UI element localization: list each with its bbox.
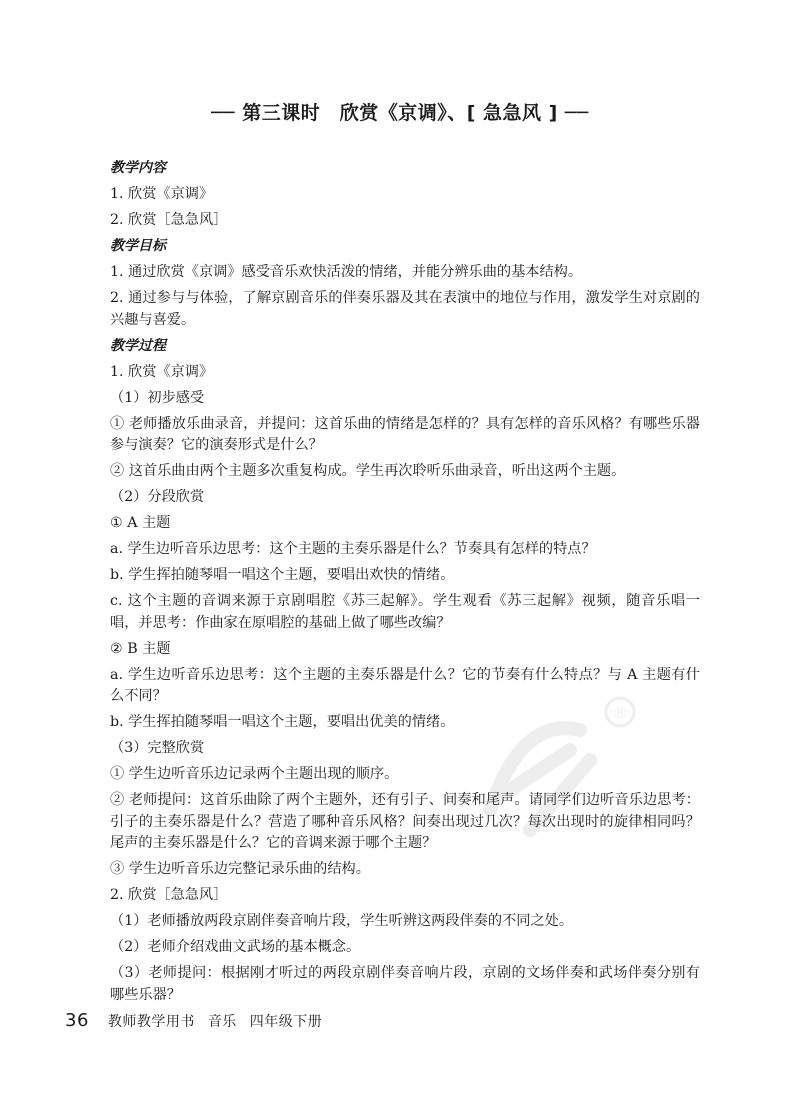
- page-footer: [65, 1010, 330, 1031]
- text-line: （3）完整欣赏: [110, 740, 205, 756]
- text-line: 1. 欣赏《京调》: [110, 363, 214, 380]
- paragraph: （3）老师提问：根据刚才听过的两段京剧伴奏音响片段，京剧的文场伴奏和武场伴奏分别有哪些乐器？: [110, 965, 700, 1003]
- paragraph: a. 学生边听音乐边思考：这个主题的主奏乐器是什么？它的节奏有什么特点？与 A 主题有什么不同？: [110, 666, 700, 704]
- paragraph: ② 老师提问：这首乐曲除了两个主题外，还有引子、间奏和尾声。请同学们边听音乐边思考：引子的主奏乐器是什么？营造了哪种音乐风格？间奏出现过几次？每次出现时的旋律相同吗？尾声的主奏乐器是什么？它的音调来源于哪个主题？: [110, 792, 700, 851]
- text-line: 1. 通过欣赏《京调》感受音乐欢快活泼的情绪，并能分辨乐曲的基本结构。: [110, 264, 583, 280]
- section-heading: 教学目标: [110, 238, 166, 254]
- text-line: ② B 主题: [110, 640, 171, 657]
- book-subject: 音乐: [207, 1014, 237, 1030]
- book-title: 教师教学用书: [107, 1014, 195, 1030]
- lesson-title: ── 第三课时 欣赏《京调》、[ 急急风 ] ──: [211, 102, 589, 124]
- registered-mark: ®: [612, 703, 628, 722]
- text-line: （1）初步感受: [110, 389, 205, 406]
- book-grade: 四年级下册: [249, 1014, 323, 1030]
- text-line: a. 学生边听音乐边思考：这个主题的主奏乐器是什么？节奏具有怎样的特点？: [110, 541, 596, 557]
- paragraph: 2. 通过参与与体验，了解京剧音乐的伴奏乐器及其在表演中的地位与作用，激发学生对京剧的兴趣与喜爱。: [110, 290, 700, 328]
- lesson-body: [110, 158, 700, 1011]
- text-line: 1. 欣赏《京调》: [110, 186, 214, 202]
- page-number: 36: [65, 1010, 89, 1031]
- text-line: b. 学生挥拍随琴唱一唱这个主题，要唱出欢快的情绪。: [110, 567, 455, 583]
- text-line: 2. 欣赏［急急风］: [110, 212, 228, 228]
- text-line: 2. 欣赏［急急风］: [110, 887, 228, 903]
- section-heading: 教学内容: [110, 160, 166, 176]
- text-line: b. 学生挥拍随琴唱一唱这个主题，要唱出优美的情绪。: [110, 714, 455, 730]
- text-line: ① A 主题: [110, 515, 171, 531]
- text-line: ② 这首乐曲由两个主题多次重复构成。学生再次聆听乐曲录音，听出这两个主题。: [110, 463, 626, 479]
- paragraph: c. 这个主题的音调来源于京剧唱腔《苏三起解》。学生观看《苏三起解》视频，随音乐唱一唱，并思考：作曲家在原唱腔的基础上做了哪些改编？: [110, 593, 700, 631]
- text-line: （1）老师播放两段京剧伴奏音响片段，学生听辨这两段伴奏的不同之处。: [110, 913, 574, 929]
- text-line: ③ 学生边听音乐边完整记录乐曲的结构。: [110, 861, 370, 877]
- section-heading: 教学过程: [110, 337, 166, 354]
- paragraph: ① 老师播放乐曲录音，并提问：这首乐曲的情绪是怎样的？具有怎样的音乐风格？有哪些乐器参与演奏？它的演奏形式是什么？: [110, 415, 700, 453]
- text-line: （2）分段欣赏: [110, 489, 205, 505]
- text-line: ① 学生边听音乐边记录两个主题出现的顺序。: [110, 766, 399, 782]
- text-line: （2）老师介绍戏曲文武场的基本概念。: [110, 939, 361, 955]
